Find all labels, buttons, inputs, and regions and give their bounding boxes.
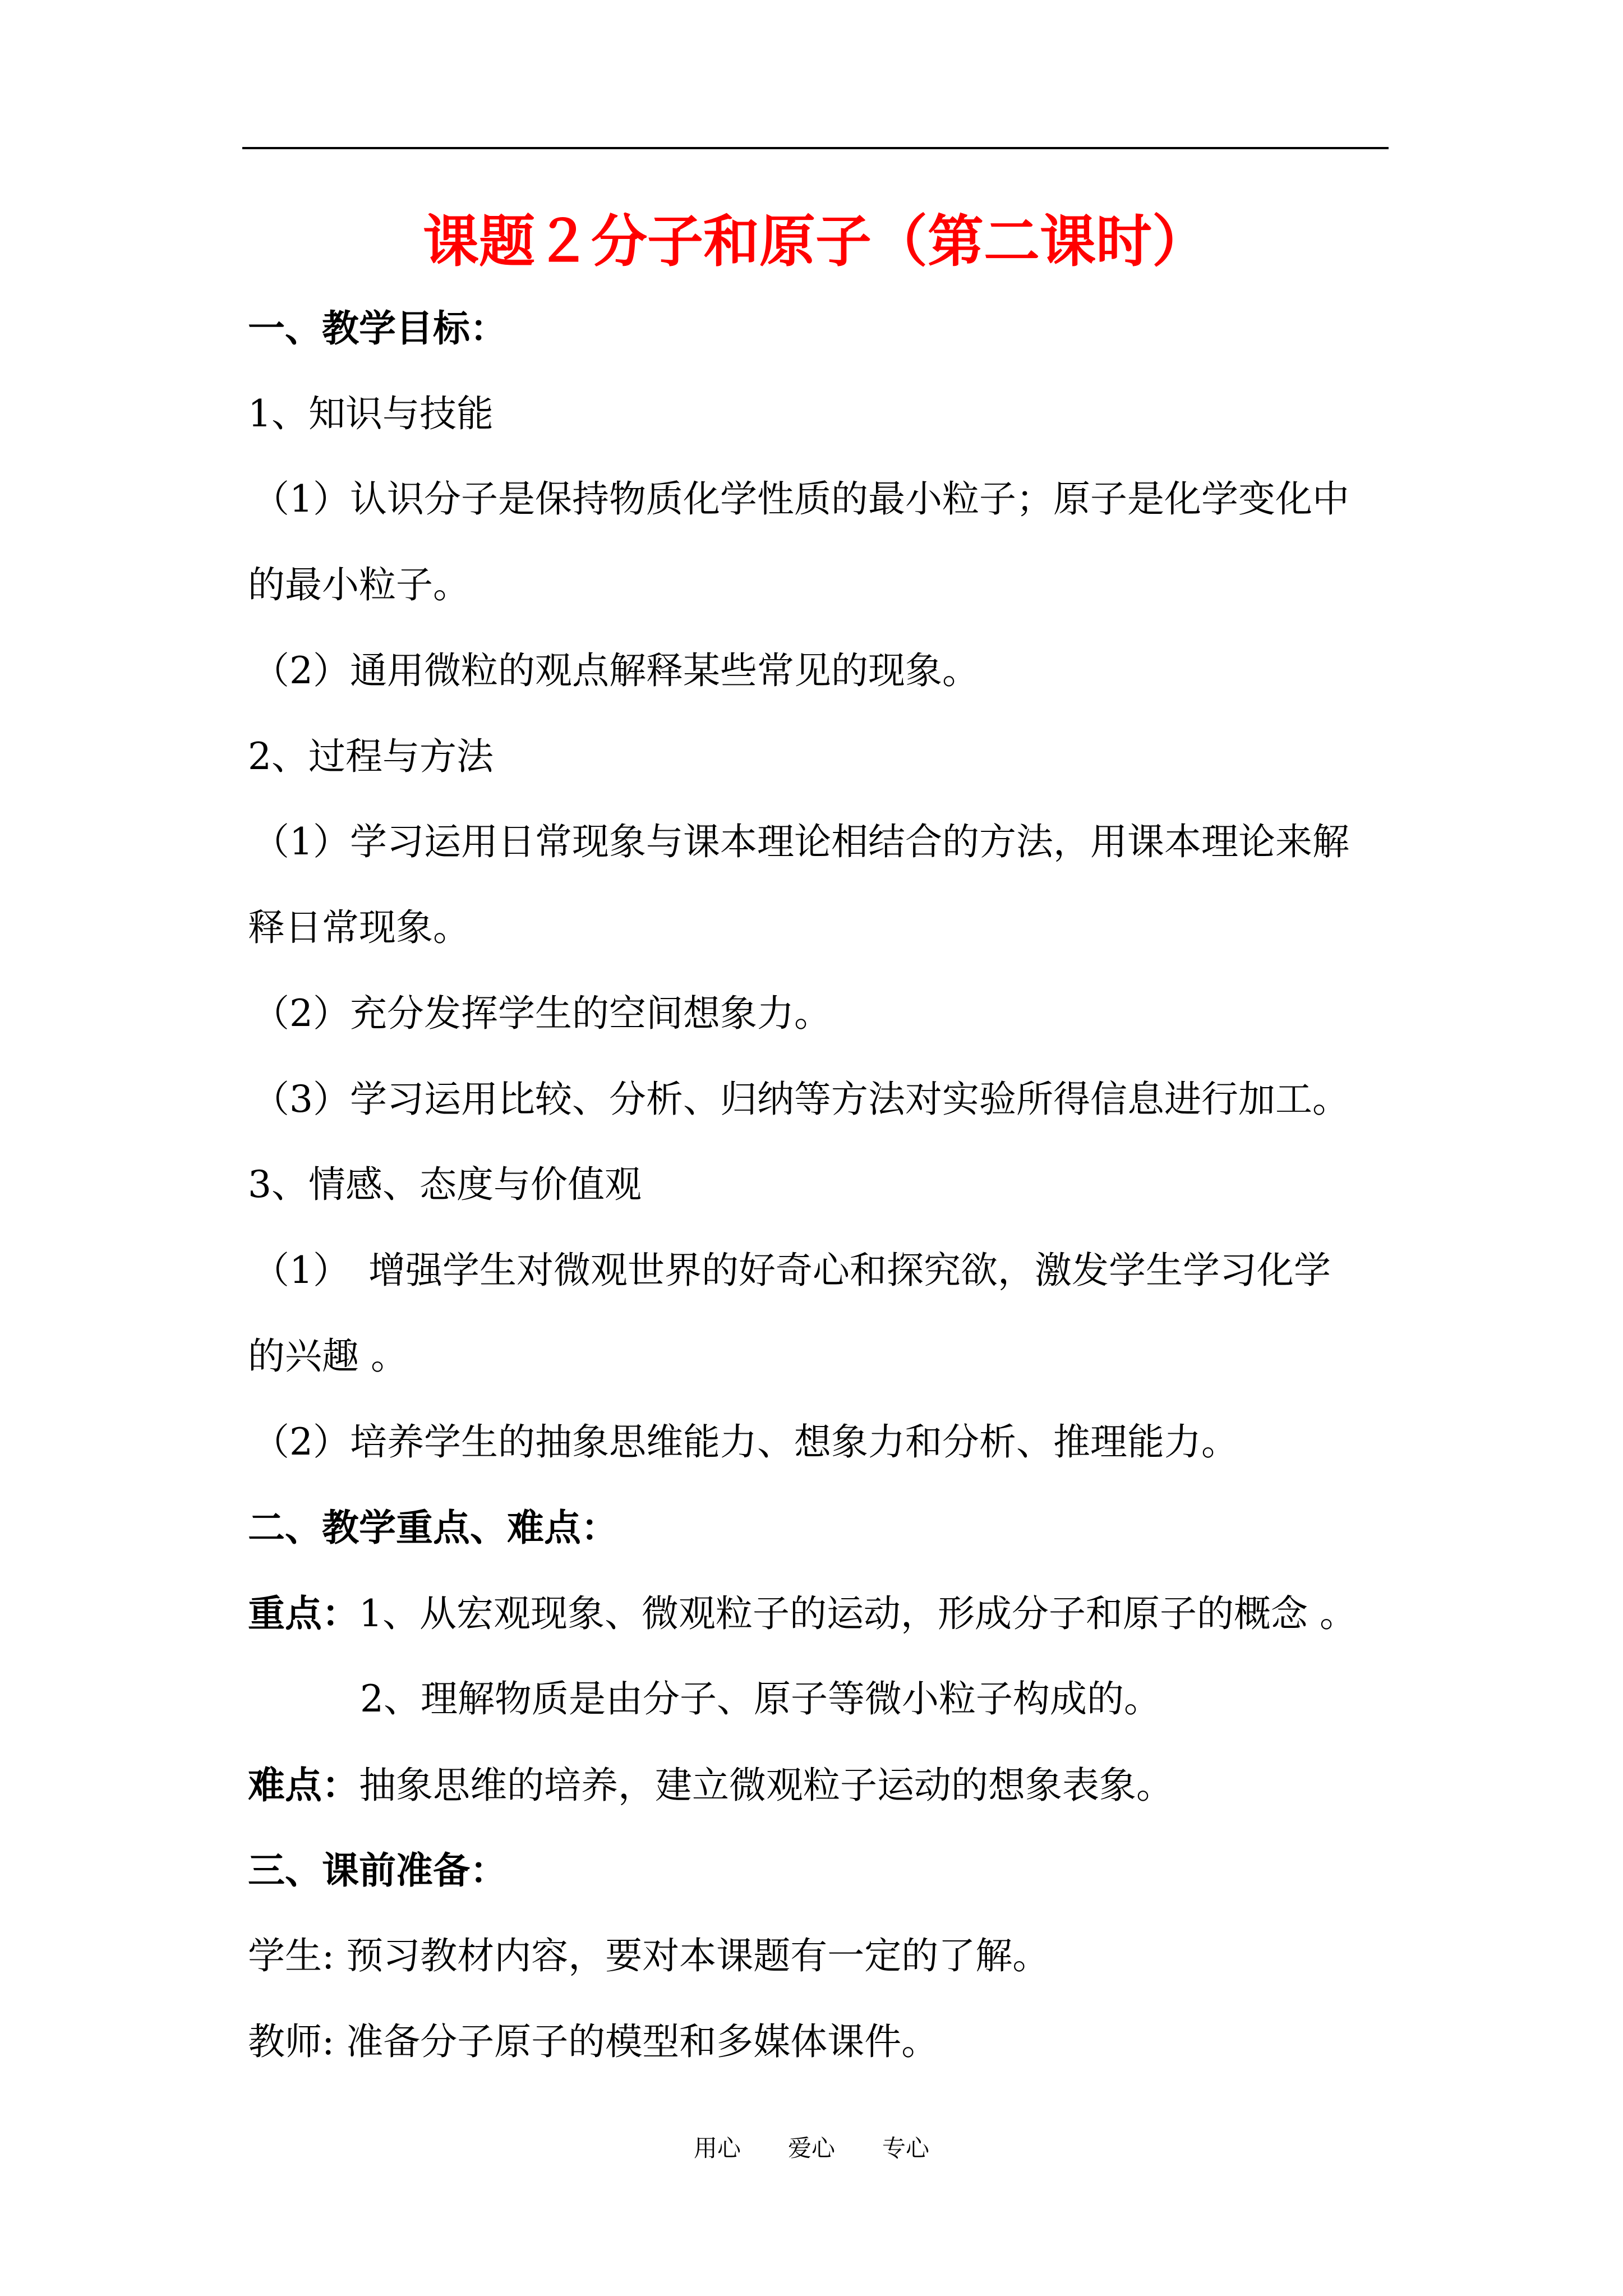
subheading-attitude-values: 3、情感、态度与价值观 — [248, 1163, 642, 1206]
key-point-2: 2、理解物质是由分子、原子等微小粒子构成的。 — [360, 1677, 1161, 1720]
paragraph: （1） 增强学生对微观世界的好奇心和探究欲，激发学生学习化学 — [252, 1249, 1331, 1292]
difficult-point — [248, 1757, 1173, 1814]
paragraph: （2）通用微粒的观点解释某些常见的现象。 — [252, 649, 979, 692]
key-point-1 — [248, 1585, 1357, 1642]
paragraph-continuation: 释日常现象。 — [248, 906, 470, 949]
paragraph-continuation: 的兴趣 。 — [248, 1335, 408, 1378]
paragraph-continuation: 的最小粒子。 — [248, 563, 470, 606]
key-text-1: 1、从宏观现象、微观粒子的运动，形成分子和原子的概念 。 — [359, 1592, 1357, 1635]
header-rule — [242, 147, 1389, 149]
subheading-process-method: 2、过程与方法 — [248, 735, 494, 778]
difficult-text: 抽象思维的培养，建立微观粒子运动的想象表象。 — [359, 1764, 1173, 1807]
teacher-preparation: 教师: 准备分子原子的模型和多媒体课件。 — [248, 2020, 939, 2063]
difficult-label: 难点： — [248, 1763, 359, 1807]
section-heading-key-difficult: 二、教学重点、难点： — [248, 1506, 618, 1549]
section-heading-objectives: 一、教学目标： — [248, 306, 507, 350]
paragraph: （3）学习运用比较、分析、归纳等方法对实验所得信息进行加工。 — [252, 1078, 1349, 1121]
section-heading-preparation: 三、课前准备： — [248, 1848, 507, 1892]
page-title: 课题２分子和原子（第二课时） — [423, 208, 1208, 274]
page-footer: 用心 爱心 专心 — [693, 2134, 929, 2162]
key-label: 重点： — [248, 1591, 359, 1635]
subheading-knowledge-skills: 1、知识与技能 — [248, 392, 494, 435]
paragraph: （1）学习运用日常现象与课本理论相结合的方法，用课本理论来解 — [252, 820, 1349, 863]
paragraph: （2）充分发挥学生的空间想象力。 — [252, 992, 831, 1035]
paragraph: （1）认识分子是保持物质化学性质的最小粒子；原子是化学变化中 — [252, 477, 1349, 521]
paragraph: （2）培养学生的抽象思维能力、想象力和分析、推理能力。 — [252, 1420, 1238, 1464]
student-preparation: 学生: 预习教材内容，要对本课题有一定的了解。 — [248, 1934, 1050, 1977]
